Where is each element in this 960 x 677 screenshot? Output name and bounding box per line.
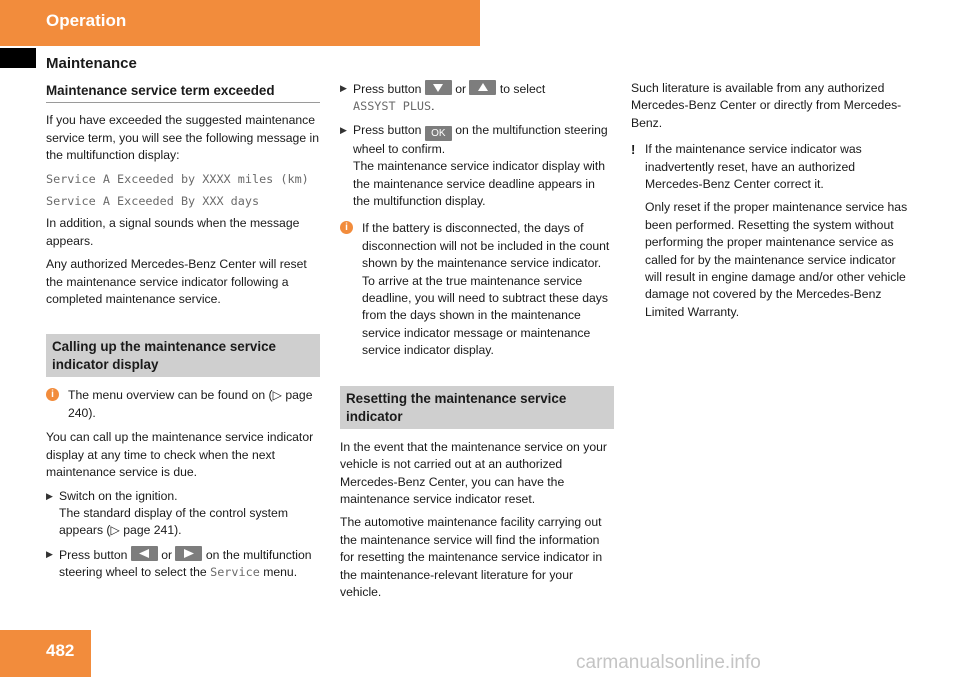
- watermark: carmanualsonline.info: [576, 652, 761, 673]
- warning-note: [631, 141, 911, 321]
- chapter-title: Operation: [46, 11, 127, 30]
- instruction-step: ▶ Press button or on the multifunction steering wheel to select the Service menu.: [46, 547, 312, 580]
- ok-key-icon: OK: [425, 126, 452, 141]
- column-1: [46, 80, 320, 588]
- page-ref-arrow-icon: ▷: [272, 388, 286, 403]
- paragraph: In addition, a signal sounds when the message appears.: [46, 216, 300, 248]
- right-arrow-key-icon: [175, 546, 202, 561]
- paragraph: Such literature is available from any authorized Mercedes-Benz Center or directly from Mercedes-Benz.: [631, 81, 902, 130]
- instruction-step: ▶ Switch on the ignition. The standard display of the control system appears (▷ page 241).: [46, 488, 288, 538]
- paragraph: If you have exceeded the suggested maintenance service term, you will see the following message in the multifunction display:: [46, 113, 319, 163]
- step-arrow-icon: ▶: [340, 124, 347, 135]
- paragraph: In the event that the maintenance service on your vehicle is not carried out at an authorized Mercedes-Benz Center, you can have the maintenance service indicator reset.: [340, 439, 607, 506]
- menu-name: Service: [210, 565, 260, 580]
- page-ref-arrow-icon: ▷: [110, 523, 124, 538]
- section-tab-marker: [0, 48, 36, 68]
- step-arrow-icon: ▶: [46, 548, 53, 559]
- paragraph: You can call up the maintenance service indicator display at any time to check when the next maintenance service is due.: [46, 430, 314, 480]
- paragraph: The automotive maintenance facility carrying out the maintenance service will find the information for resetting the maintenance service indicator in the maintenance-relevant literature for your vehicle.: [340, 515, 603, 599]
- info-icon: i: [46, 388, 59, 401]
- left-arrow-key-icon: [131, 546, 158, 561]
- column-2: [340, 80, 614, 607]
- menu-name: ASSYST PLUS: [353, 99, 432, 114]
- up-arrow-key-icon: [469, 80, 496, 95]
- down-arrow-key-icon: [425, 80, 452, 95]
- column-3: [631, 80, 911, 327]
- warning-text: Only reset if the proper maintenance service has been performed. Resetting the system without performing the proper maintenance service as called for by the maintenance service indicator will result in engine damage and/or other vehicle damage not covered by the Mercedes-Benz Limited Warranty.: [645, 200, 908, 319]
- paragraph: Any authorized Mercedes-Benz Center will reset the maintenance service indicator following a completed maintenance service.: [46, 257, 307, 307]
- display-message: Service A Exceeded By XXX days: [46, 194, 260, 209]
- instruction-step: ▶ Press button OK on the multifunction steering wheel to confirm. The maintenance service indicator display with the maintenance service deadline appears in the multifunction display.: [340, 122, 608, 209]
- instruction-step: ▶ Press button or to select ASSYST PLUS.: [340, 82, 546, 114]
- page-number: 482: [46, 641, 75, 660]
- info-note: i If the battery is disconnected, the days of disconnection will not be included in the count shown by the maintenance service indicator. To arrive at the true maintenance service deadline, you will need to subtract these days from the days shown in the maintenance service indicator message or maintenance service indicator display.: [340, 220, 614, 359]
- info-icon: i: [340, 221, 353, 234]
- box-heading-resetting: Resetting the maintenance service indicator: [340, 386, 614, 429]
- info-note: i The menu overview can be found on (▷ page 240).: [46, 387, 320, 422]
- box-heading-calling-up: Calling up the maintenance service indicator display: [46, 334, 320, 377]
- display-message: Service A Exceeded by XXXX miles (km): [46, 171, 309, 186]
- warning-text: If the maintenance service indicator was inadvertently reset, have an authorized Mercedes-Benz Center correct it.: [645, 142, 862, 192]
- page-reference-link[interactable]: page 240: [68, 388, 313, 420]
- section-title: Maintenance: [46, 55, 137, 72]
- page-reference-link[interactable]: page 241: [123, 523, 175, 538]
- subheading-term-exceeded: Maintenance service term exceeded: [46, 80, 320, 103]
- step-arrow-icon: ▶: [46, 490, 53, 501]
- exclamation-icon: !: [631, 142, 636, 158]
- step-arrow-icon: ▶: [340, 83, 347, 93]
